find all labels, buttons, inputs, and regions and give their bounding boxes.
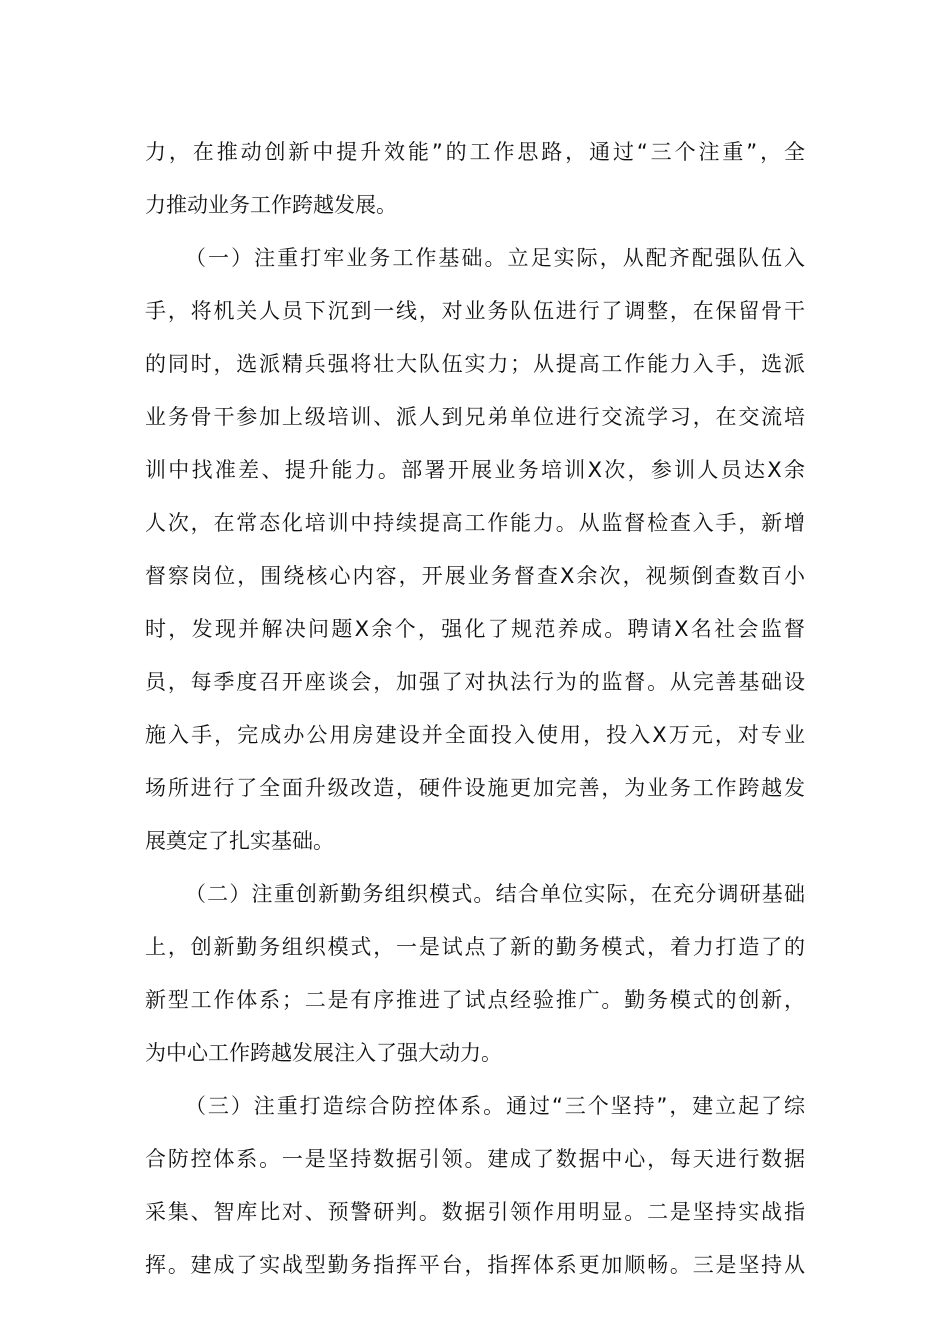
text-line: 的同时，选派精兵强将壮大队伍实力；从提高工作能力入手，选派 bbox=[145, 352, 805, 376]
text-line: 上，创新勤务组织模式，一是试点了新的勤务模式，着力打造了的 bbox=[145, 935, 805, 959]
paragraph-heading-line: （一）注重打牢业务工作基础。立足实际，从配齐配强队伍入 bbox=[185, 246, 805, 270]
text-line: 施入手，完成办公用房建设并全面投入使用，投入X万元，对专业 bbox=[145, 723, 805, 747]
text-line: 督察岗位，围绕核心内容，开展业务督查X余次，视频倒查数百小 bbox=[145, 564, 805, 588]
text-line: 时，发现并解决问题X余个，强化了规范养成。聘请X名社会监督 bbox=[145, 617, 805, 641]
text-line: 为中心工作跨越发展注入了强大动力。 bbox=[145, 1041, 502, 1065]
text-line: 员，每季度召开座谈会，加强了对执法行为的监督。从完善基础设 bbox=[145, 670, 805, 694]
text-line: 挥。建成了实战型勤务指挥平台，指挥体系更加顺畅。三是坚持从 bbox=[145, 1253, 805, 1277]
paragraph-heading-line: （二）注重创新勤务组织模式。结合单位实际，在充分调研基础 bbox=[185, 882, 805, 906]
text-line: 新型工作体系；二是有序推进了试点经验推广。勤务模式的创新， bbox=[145, 988, 805, 1012]
text-line: 人次，在常态化培训中持续提高工作能力。从监督检查入手，新增 bbox=[145, 511, 805, 535]
paragraph-heading-line: （三）注重打造综合防控体系。通过“三个坚持”，建立起了综 bbox=[185, 1094, 805, 1118]
text-line: 合防控体系。一是坚持数据引领。建成了数据中心，每天进行数据 bbox=[145, 1147, 805, 1171]
text-line: 场所进行了全面升级改造，硬件设施更加完善，为业务工作跨越发 bbox=[145, 776, 805, 800]
text-line: 训中找准差、提升能力。部署开展业务培训X次，参训人员达X余 bbox=[145, 458, 805, 482]
text-line: 业务骨干参加上级培训、派人到兄弟单位进行交流学习，在交流培 bbox=[145, 405, 805, 429]
text-line: 展奠定了扎实基础。 bbox=[145, 829, 334, 853]
text-line: 力，在推动创新中提升效能”的工作思路，通过“三个注重”，全 bbox=[145, 140, 805, 164]
text-line: 手，将机关人员下沉到一线，对业务队伍进行了调整，在保留骨干 bbox=[145, 299, 805, 323]
text-line: 采集、智库比对、预警研判。数据引领作用明显。二是坚持实战指 bbox=[145, 1200, 805, 1224]
text-line: 力推动业务工作跨越发展。 bbox=[145, 193, 397, 217]
